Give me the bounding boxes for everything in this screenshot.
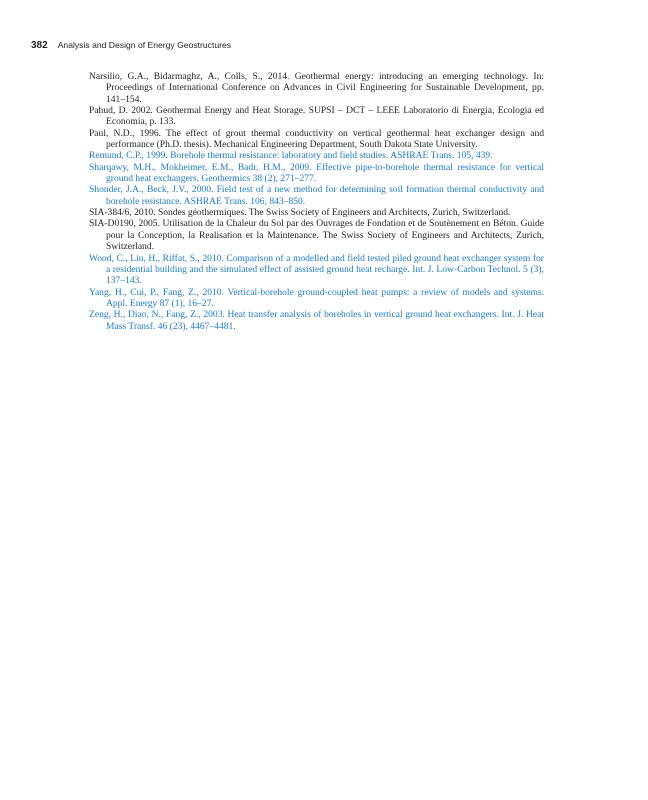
reference-item: Pahud, D. 2002. Geothermal Energy and Heat Storage. SUPSI – DCT – LEEE Laboratorio di Energia, Ecologia ed Economia, p. 133. (89, 105, 544, 128)
reference-item: SIA-384/6, 2010. Sondes géothermiques. The Swiss Society of Engineers and Architects, Zurich, Switzerland. (89, 207, 511, 219)
running-head: Analysis and Design of Energy Geostructures (57, 40, 232, 50)
page-number: 382 (31, 40, 48, 51)
reference-item: Paul, N.D., 1996. The effect of grout thermal conductivity on vertical geothermal heat exchanger design and performance (Ph.D. thesis). Mechanical Engineering Department, South Dakota State University. (89, 127, 544, 151)
reference-item-link[interactable]: Shonder, J.A., Beck, J.V., 2000. Field test of a new method for determining soil formation thermal conductivity and borehole resistance. ASHRAE Trans. 106, 843–850. (89, 184, 544, 207)
reference-item-link[interactable]: Sharqawy, M.H., Mokheimer, E.M., Badr, H.M., 2009. Effective pipe-to-borehole thermal resistance for vertical ground heat exchangers. Geothermics 38 (2), 271–277. (89, 161, 544, 185)
reference-item: Narsilio, G.A., Bidarmaghz, A., Colls, S., 2014. Geothermal energy: introducing an emerging technology. In: Proceedings of International Conference on Advances in Civil Engineering for Sustainable Development, pp. 141–154. (89, 71, 544, 105)
reference-item-link[interactable]: Remund, C.P., 1999. Borehole thermal resistance: laboratory and field studies. ASHRAE Trans. 105, 439. (89, 150, 493, 162)
reference-item-link[interactable]: Zeng, H., Diao, N., Fang, Z., 2003. Heat transfer analysis of boreholes in vertical ground heat exchangers. Int. J. Heat Mass Transf. 46 (23), 4467–4481. (89, 309, 544, 332)
reference-item-link[interactable]: Yang, H., Cui, P., Fang, Z., 2010. Vertical-borehole ground-coupled heat pumps: a review of models and systems. Appl. Energy 87 (1), 16–27. (89, 286, 544, 309)
page-header (31, 40, 231, 51)
reference-item: SIA-D0190, 2005. Utilisation de la Chaleur du Sol par des Ouvrages de Fondation et de Soutènement en Béton. Guide pour la Conception, la Realisation et la Maintenance. The Swiss Society of Engineers and Architects, Zurich, Switzerland. (89, 218, 544, 253)
reference-item-link[interactable]: Wood, C., Liu, H., Riffat, S., 2010. Comparison of a modelled and field tested piled ground heat exchanger system for a residential building and the simulated effect of assisted ground heat recharge. Int. J. Low-Carbon Technol. 5 (3), 137–143. (89, 252, 544, 287)
reference-list (89, 71, 544, 332)
